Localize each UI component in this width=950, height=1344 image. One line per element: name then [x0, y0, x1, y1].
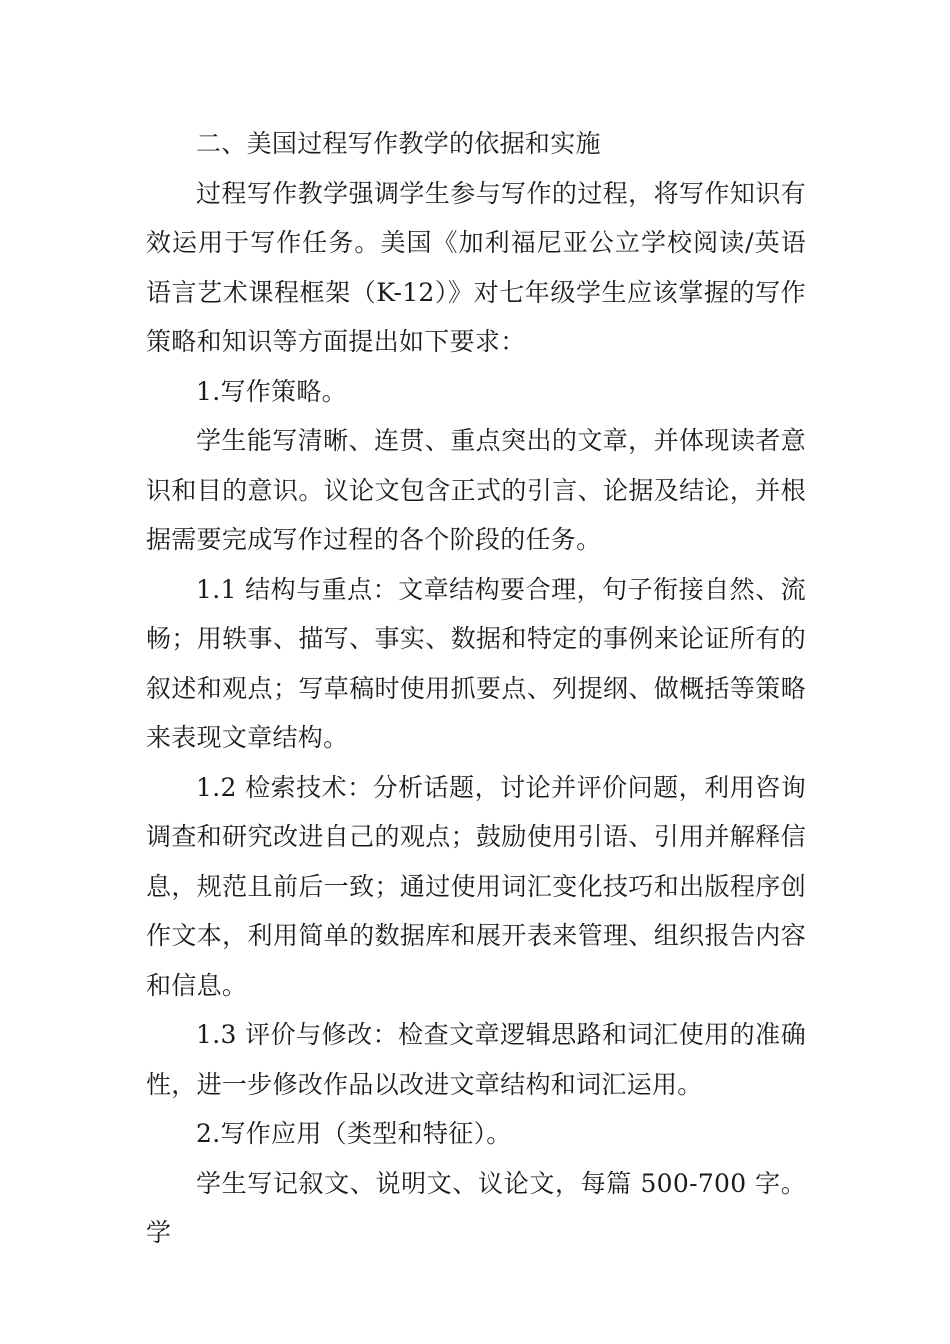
- paragraph-application-description: 学生写记叙文、说明文、议论文，每篇 500-700 字。学: [146, 1168, 806, 1247]
- paragraph-structure-focus: 1.1 结构与重点：文章结构要合理，句子衔接自然、流畅；用轶事、描写、事实、数据和特定的事例来论证所有的叙述和观点；写草稿时使用抓要点、列提纲、做概括等策略来表现文章结构。: [146, 574, 806, 752]
- paragraph-intro: 过程写作教学强调学生参与写作的过程，将写作知识有效运用于写作任务。美国《加利福尼亚公立学校阅读/英语语言艺术课程框架（K-12）》对七年级学生应该掌握的写作策略和知识等方面提出如下要求：: [146, 178, 806, 356]
- subheading-writing-strategy: 1.写作策略。: [196, 376, 347, 406]
- paragraph-evaluation-revision: 1.3 评价与修改：检查文章逻辑思路和词汇使用的准确性，进一步修改作品以改进文章结构和词汇运用。: [146, 1020, 806, 1099]
- paragraph-research-technique: 1.2 检索技术：分析话题，讨论并评价问题，利用咨询调查和研究改进自己的观点；鼓励使用引语、引用并解释信息，规范且前后一致；通过使用词汇变化技巧和出版程序创作文本，利用简单的数据库和展开表来管理、组织报告内容和信息。: [146, 772, 806, 1000]
- document-page: [146, 119, 806, 1258]
- section-title: 二、美国过程写作教学的依据和实施: [196, 129, 601, 158]
- paragraph-strategy-description: 学生能写清晰、连贯、重点突出的文章，并体现读者意识和目的意识。议论文包含正式的引言、论据及结论，并根据需要完成写作过程的各个阶段的任务。: [146, 426, 806, 554]
- subheading-writing-application: 2.写作应用（类型和特征）。: [196, 1119, 512, 1148]
